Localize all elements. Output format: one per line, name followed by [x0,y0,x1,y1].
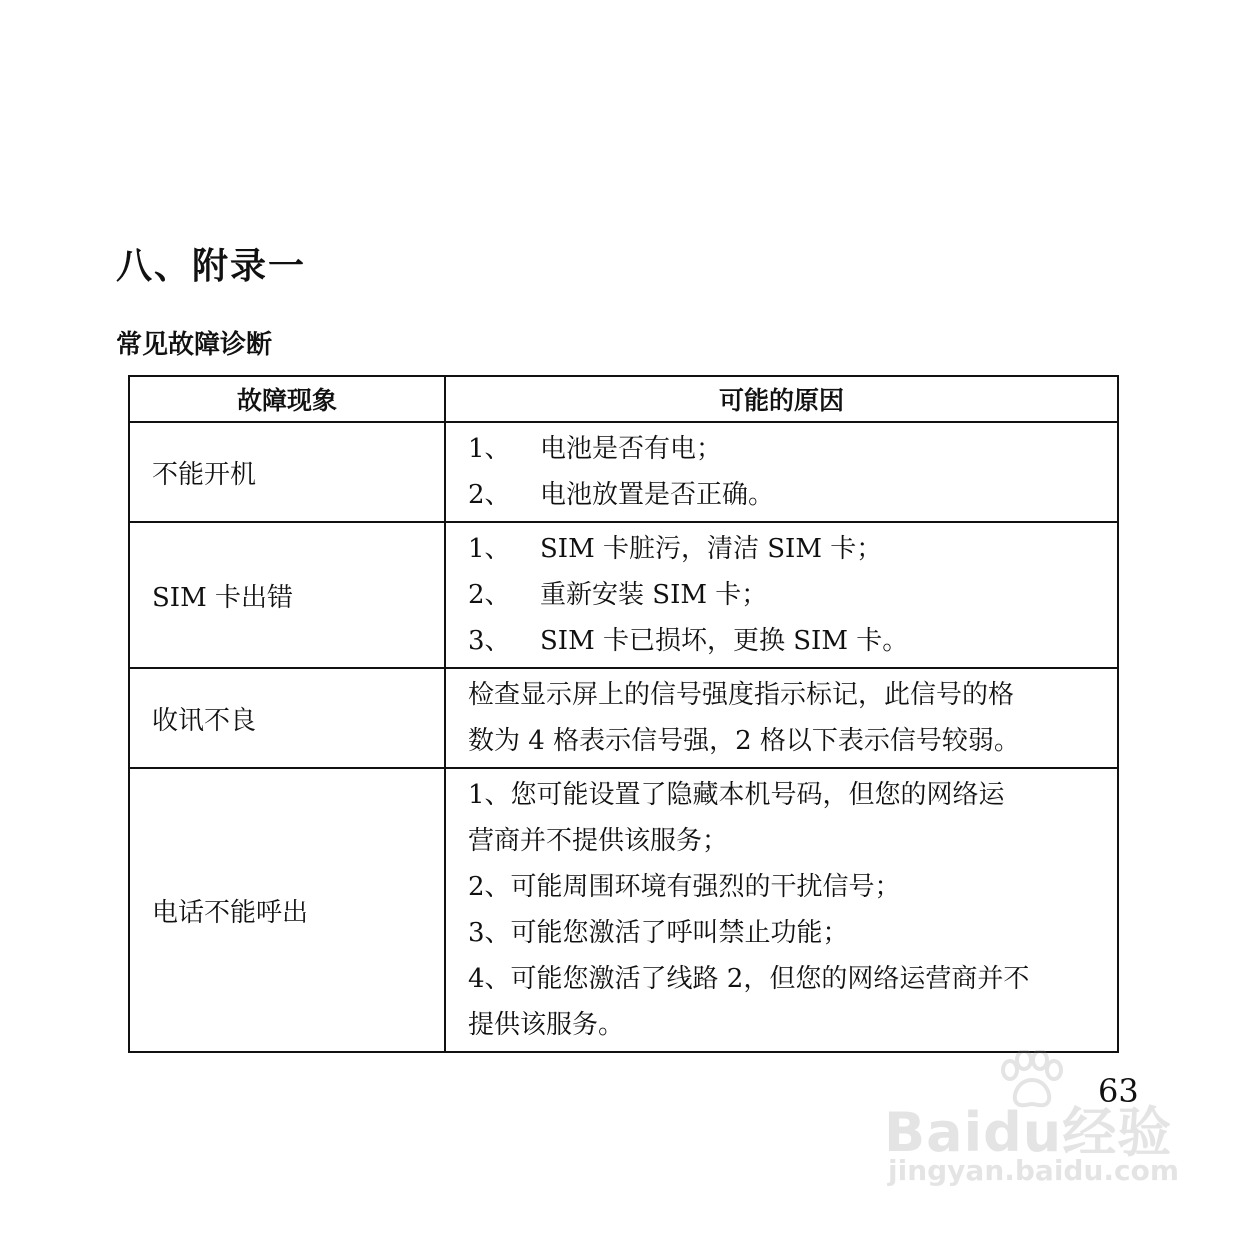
fault-diagnosis-table [128,375,1119,1053]
cause-number: 3、 [468,626,511,656]
causes-cell [445,522,1118,668]
cause-line: 2、可能周围环境有强烈的干扰信号； [468,872,901,902]
cause-text: 电池放置是否正确。 [540,480,775,510]
cause-line [468,526,1107,572]
page-number: 63 [1098,1072,1139,1110]
watermark-url: jingyan.baidu.com [888,1154,1180,1187]
cause-text: 电池是否有电； [540,434,723,464]
table-row [129,668,1118,768]
table-row [129,422,1118,522]
cause-line: 4、可能您激活了线路 2，但您的网络运营商并不 [468,964,1030,994]
cause-line [468,618,1107,664]
cause-line: 营商并不提供该服务； [468,826,729,856]
causes-cell [445,668,1118,768]
cause-text: 重新安装 SIM 卡； [540,580,768,610]
header-causes: 可能的原因 [445,376,1118,422]
header-symptom: 故障现象 [129,376,445,422]
symptom-cell: 收讯不良 [129,668,445,768]
symptom-cell: 电话不能呼出 [129,768,445,1052]
symptom-cell: SIM 卡出错 [129,522,445,668]
table-row [129,522,1118,668]
cause-line: 提供该服务。 [468,1010,625,1040]
cause-line: 数为 4 格表示信号强，2 格以下表示信号较弱。 [468,726,1020,756]
cause-number: 2、 [468,580,511,610]
table-row [129,768,1118,1052]
cause-line [468,572,1107,618]
symptom-cell: 不能开机 [129,422,445,522]
baidu-watermark [884,1050,1180,1200]
cause-line [468,426,1107,472]
cause-number: 1、 [468,434,511,464]
cause-line: 1、您可能设置了隐藏本机号码，但您的网络运 [468,780,1005,810]
cause-number: 2、 [468,480,511,510]
cause-number: 1、 [468,534,511,564]
section-title: 常见故障诊断 [116,330,273,360]
chapter-title: 八、附录一 [116,246,307,287]
cause-text: SIM 卡已损坏，更换 SIM 卡。 [540,626,909,656]
causes-cell [445,768,1118,1052]
cause-line [468,472,1107,518]
cause-line: 3、可能您激活了呼叫禁止功能； [468,918,849,948]
causes-cell [445,422,1118,522]
table-header-row [129,376,1118,422]
cause-text: SIM 卡脏污，清洁 SIM 卡； [540,534,883,564]
watermark-brand: Baidu经验 [884,1101,1173,1164]
cause-line: 检查显示屏上的信号强度指示标记，此信号的格 [468,680,1015,710]
